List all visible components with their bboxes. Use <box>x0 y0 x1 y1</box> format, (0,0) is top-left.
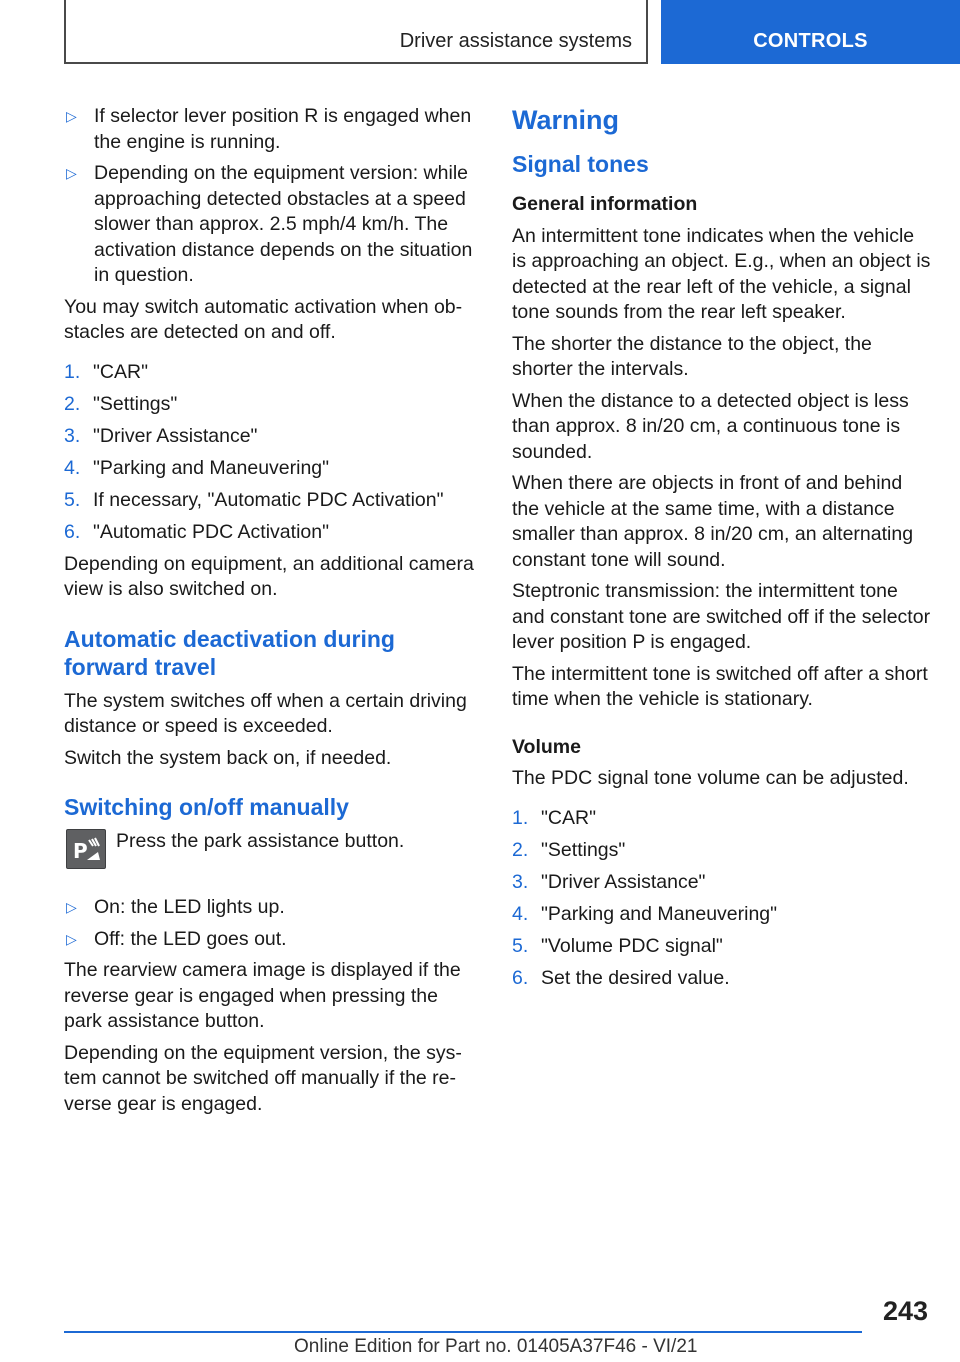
svg-text:P: P <box>73 839 88 863</box>
step-item: 2. "Settings" <box>64 392 178 415</box>
step-item: 1. "CAR" <box>512 806 597 829</box>
heading-warning: Warning <box>512 105 619 135</box>
step-item: 5. "Volume PDC signal" <box>512 934 723 957</box>
triangle-right-icon: ▷ <box>66 899 77 915</box>
paragraph: The intermittent tone is switched off after a short time when the vehicle is stationary. <box>512 662 928 710</box>
header-tab-label: CONTROLS <box>753 30 868 52</box>
paragraph-switch-back: Switch the system back on, if needed. <box>64 746 392 769</box>
list-item: ▷ Off: the LED goes out. <box>64 927 476 953</box>
paragraph-camera: Depending on equipment, an additional camera view is also switched on. <box>64 552 474 600</box>
step-item: 3. "Driver Assistance" <box>512 870 706 893</box>
footer-divider <box>64 1331 862 1333</box>
header-tab-box <box>661 0 960 64</box>
step-item: 6. "Automatic PDC Activation" <box>64 520 330 543</box>
step-item: 3. "Driver Assistance" <box>64 424 258 447</box>
paragraph-rearview: The rearview camera image is displayed if the reverse gear is engaged when pressing the park assistance button. <box>64 959 461 1032</box>
heading-automatic-deactivation: Automatic deactivation during forward travel <box>64 625 395 680</box>
step-item: 4. "Parking and Maneuvering" <box>512 902 778 925</box>
paragraph: Steptronic transmission: the intermittent tone and constant tone are switched off if the selector lever position P is engaged. <box>512 580 931 653</box>
left-column <box>64 104 476 1123</box>
heading-signal-tones: Signal tones <box>512 151 649 177</box>
paragraph: When there are objects in front of and behind the vehicle at the same time, with a distance smaller than approx. 8 in/20 cm, an alternating constant tone will sound. <box>512 472 914 571</box>
paragraph-cannot-switch-off: Depending on the equipment version, the system cannot be switched off manually if the reverse gear is engaged. <box>64 1041 462 1115</box>
page-number: 243 <box>882 1296 928 1326</box>
right-column <box>512 104 932 998</box>
footer-edition: Online Edition for Part no. 01405A37F46 - VI/21 <box>294 1336 698 1357</box>
step-item: 2. "Settings" <box>512 838 626 861</box>
triangle-right-icon: ▷ <box>66 165 77 181</box>
step-item: 4. "Parking and Maneuvering" <box>64 456 330 479</box>
paragraph-switch-activation: You may switch automatic activation when obstacles are detected on and off. <box>64 295 463 343</box>
heading-switching-manually: Switching on/off manually <box>64 794 349 820</box>
list-item: ▷ Depending on the equipment version: while approaching detected obstacles at a speed slower than approx. 2.5 mph/4 km/h. The activation distance depends on the situation in question. <box>66 162 473 286</box>
step-item: 1. "CAR" <box>64 360 149 383</box>
park-assist-instruction <box>64 829 476 891</box>
park-assist-button-icon <box>66 829 106 869</box>
header-section-box <box>64 0 648 64</box>
heading-volume: Volume <box>512 735 581 758</box>
paragraph: The shorter the distance to the object, the shorter the intervals. <box>512 332 872 380</box>
header-section-title: Driver assistance systems <box>399 30 632 52</box>
triangle-right-icon: ▷ <box>66 930 77 947</box>
step-item: 5. If necessary, "Automatic PDC Activation" <box>64 488 444 511</box>
step-item: 6. Set the desired value. <box>512 966 730 989</box>
list-item: ▷ On: the LED lights up. <box>64 895 476 921</box>
heading-general-information: General information <box>512 193 698 215</box>
paragraph: An intermittent tone indicates when the vehicle is approaching an object. E.g., when an object is detected at the rear left of the vehicle, a signal tone sounds from the rear left speaker. <box>512 224 931 323</box>
paragraph-deactivation: The system switches off when a certain driving distance or speed is exceeded. <box>64 689 467 737</box>
press-button-text: Press the park assistance button. <box>116 830 405 852</box>
list-item: ▷ If selector lever position R is engaged when the engine is running. <box>66 105 472 153</box>
paragraph: When the distance to a detected object is less than approx. 8 in/20 cm, a continuous tone is sounded. <box>512 389 909 463</box>
triangle-right-icon: ▷ <box>66 108 77 124</box>
paragraph-volume: The PDC signal tone volume can be adjusted. <box>512 767 909 789</box>
